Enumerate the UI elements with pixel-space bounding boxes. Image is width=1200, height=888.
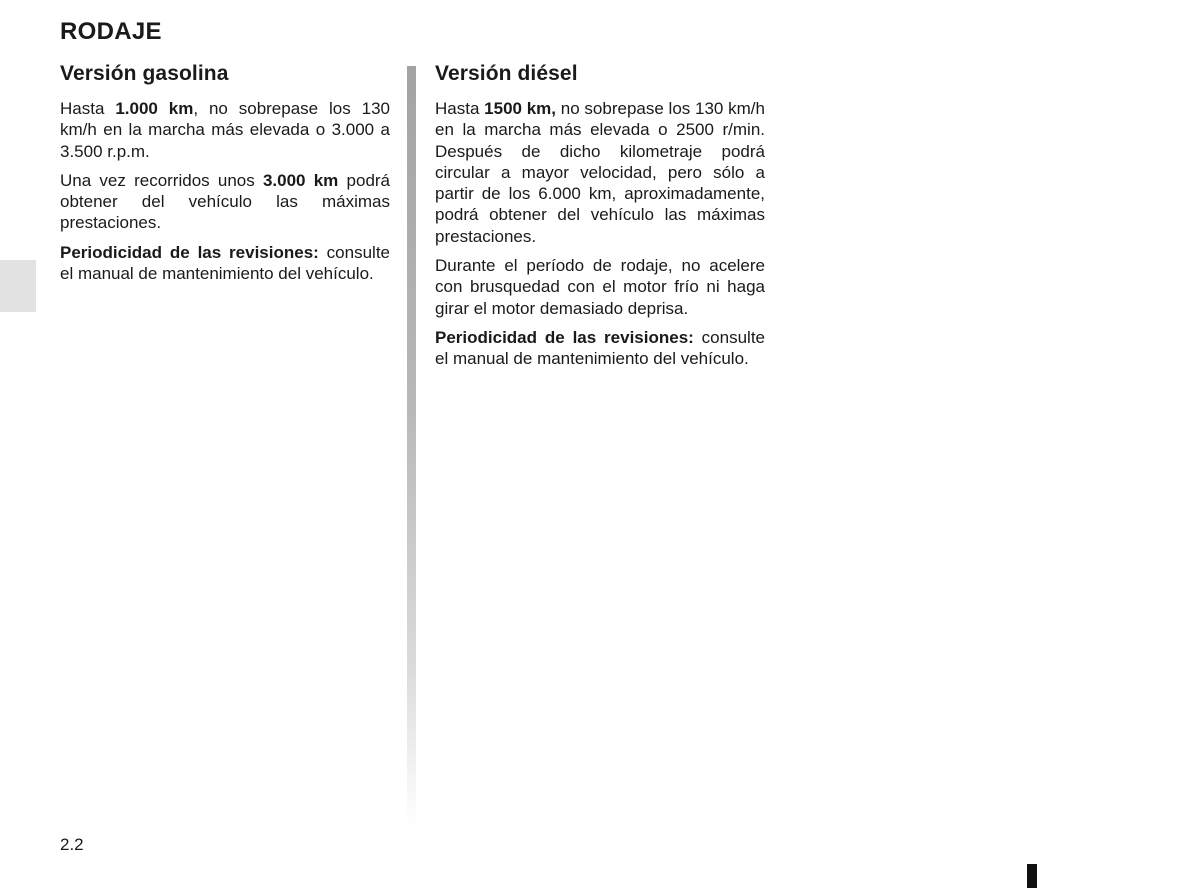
diesel-column — [435, 60, 765, 378]
diesel-p1-bold: 1500 km, — [484, 99, 557, 118]
gasoline-paragraph-1 — [60, 98, 390, 162]
gasoline-p2-text-pre: Una vez recorridos unos — [60, 170, 263, 190]
gasoline-p1-text-post: , no sobrepase los 130 km/h en la marcha más elevada o 3.000 a 3.500 r.p.m. — [60, 99, 391, 161]
page-number: 2.2 — [60, 835, 84, 854]
diesel-p3-text-post: consulte el manual de mantenimiento del vehículo. — [435, 327, 765, 369]
gasoline-paragraph-3 — [60, 242, 390, 285]
diesel-paragraph-3 — [435, 327, 765, 370]
gasoline-p1-bold: 1.000 km — [115, 99, 194, 118]
corner-marker — [1027, 864, 1037, 888]
gasoline-p2-bold: 3.000 km — [262, 170, 339, 190]
diesel-paragraph-2: Durante el período de rodaje, no acelere con brusquedad con el motor frío ni haga girar el motor demasiado deprisa. — [435, 256, 765, 318]
page-title: RODAJE — [60, 18, 162, 45]
gasoline-column — [60, 60, 390, 292]
column-divider — [407, 66, 416, 826]
gasoline-heading: Versión gasolina — [60, 62, 229, 85]
section-tab-marker — [0, 260, 36, 312]
gasoline-p3-bold: Periodicidad de las revisiones: — [60, 242, 319, 262]
gasoline-p3-text-post: consulte el manual de mantenimiento del vehículo. — [60, 242, 390, 284]
diesel-heading: Versión diésel — [435, 62, 578, 85]
diesel-p1-text-pre: Hasta — [435, 99, 485, 118]
diesel-paragraph-1 — [435, 98, 765, 247]
diesel-p3-bold: Periodicidad de las revisiones: — [435, 327, 694, 347]
gasoline-p1-text-pre: Hasta — [60, 99, 116, 118]
gasoline-p2-text-post: podrá obtener del vehículo las máximas prestaciones. — [60, 170, 391, 233]
diesel-p1-text-post: no sobrepase los 130 km/h en la marcha más elevada o 2500 r/min. Después de dicho kilometraje podrá circular a mayor velocidad, pero sólo a partir de los 6.000 km, aproximadamente, podrá obtener del vehículo las máximas prestaciones. — [435, 99, 765, 246]
gasoline-paragraph-2 — [60, 170, 390, 234]
